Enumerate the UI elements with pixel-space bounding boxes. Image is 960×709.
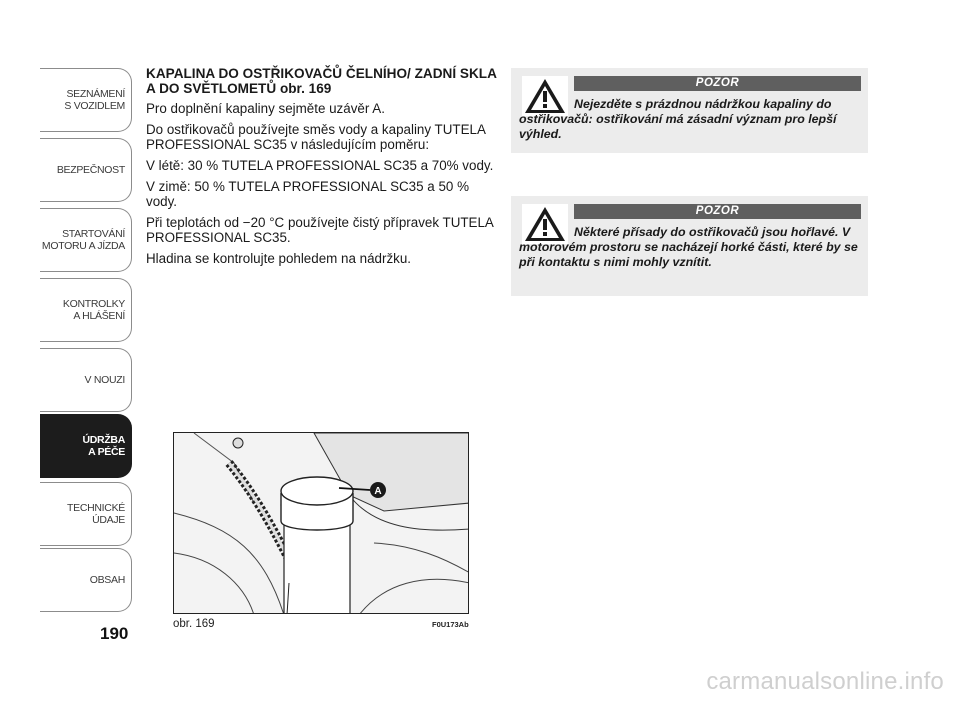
page-number: 190 — [100, 624, 129, 643]
warning-box-1 — [511, 68, 868, 153]
warning-text-2: Některé přísady do ostřikovačů jsou hořlavé. V motorovém prostoru se nacházejí horké části, které by se při kontaktu s nimi mohly vznítit. — [519, 225, 858, 269]
paragraph-1: Pro doplnění kapaliny sejměte uzávěr A. — [146, 101, 385, 116]
paragraph-4: V zimě: 50 % TUTELA PROFESSIONAL SC35 a 50 % vody. — [146, 179, 469, 209]
warning-box-2 — [511, 196, 868, 296]
washer-reservoir-illustration — [174, 433, 469, 614]
paragraph-3: V létě: 30 % TUTELA PROFESSIONAL SC35 a 70% vody. — [146, 158, 494, 173]
figure-code: F0U173Ab — [432, 620, 469, 629]
tab-startovani[interactable]: STARTOVÁNÍ MOTORU A JÍZDA — [40, 208, 132, 272]
warning-label-1: POZOR — [574, 76, 861, 91]
paragraph-6: Hladina se kontrolujte pohledem na nádržku. — [146, 251, 412, 266]
section-title-figure-ref: obr. 169 — [279, 81, 332, 96]
tab-bezpecnost[interactable]: BEZPEČNOST — [40, 138, 132, 202]
tab-kontrolky[interactable]: KONTROLKY A HLÁŠENÍ — [40, 278, 132, 342]
warning-text-1: Nejezděte s prázdnou nádržkou kapaliny do ostřikovačů: ostřikování má zásadní význam pro lepší výhled. — [519, 97, 837, 141]
tab-seznameni[interactable]: SEZNÁMENÍ S VOZIDLEM — [40, 68, 132, 132]
watermark: carmanualsonline.info — [706, 668, 944, 695]
section-title — [146, 66, 498, 96]
tab-udrzba-active[interactable]: ÚDRŽBA A PÉČE — [40, 414, 132, 478]
figure-callout-label: A — [374, 486, 382, 497]
section-title-text: KAPALINA DO OSTŘIKOVAČŮ ČELNÍHO/ ZADNÍ SKLA A DO SVĚTLOMETŮ — [146, 66, 497, 96]
figure-washer-reservoir — [173, 432, 469, 614]
paragraph-2: Do ostřikovačů používejte směs vody a kapaliny TUTELA PROFESSIONAL SC35 v následujícím poměru: — [146, 122, 486, 152]
tab-v-nouzi[interactable]: V NOUZI — [40, 348, 132, 412]
warning-label-2: POZOR — [574, 204, 861, 219]
main-text-column — [146, 66, 498, 272]
figure-caption: obr. 169 — [173, 618, 215, 630]
tab-technicke[interactable]: TECHNICKÉ ÚDAJE — [40, 482, 132, 546]
paragraph-5: Při teplotách od −20 °C používejte čistý přípravek TUTELA PROFESSIONAL SC35. — [146, 215, 494, 245]
tab-obsah[interactable]: OBSAH — [40, 548, 132, 612]
